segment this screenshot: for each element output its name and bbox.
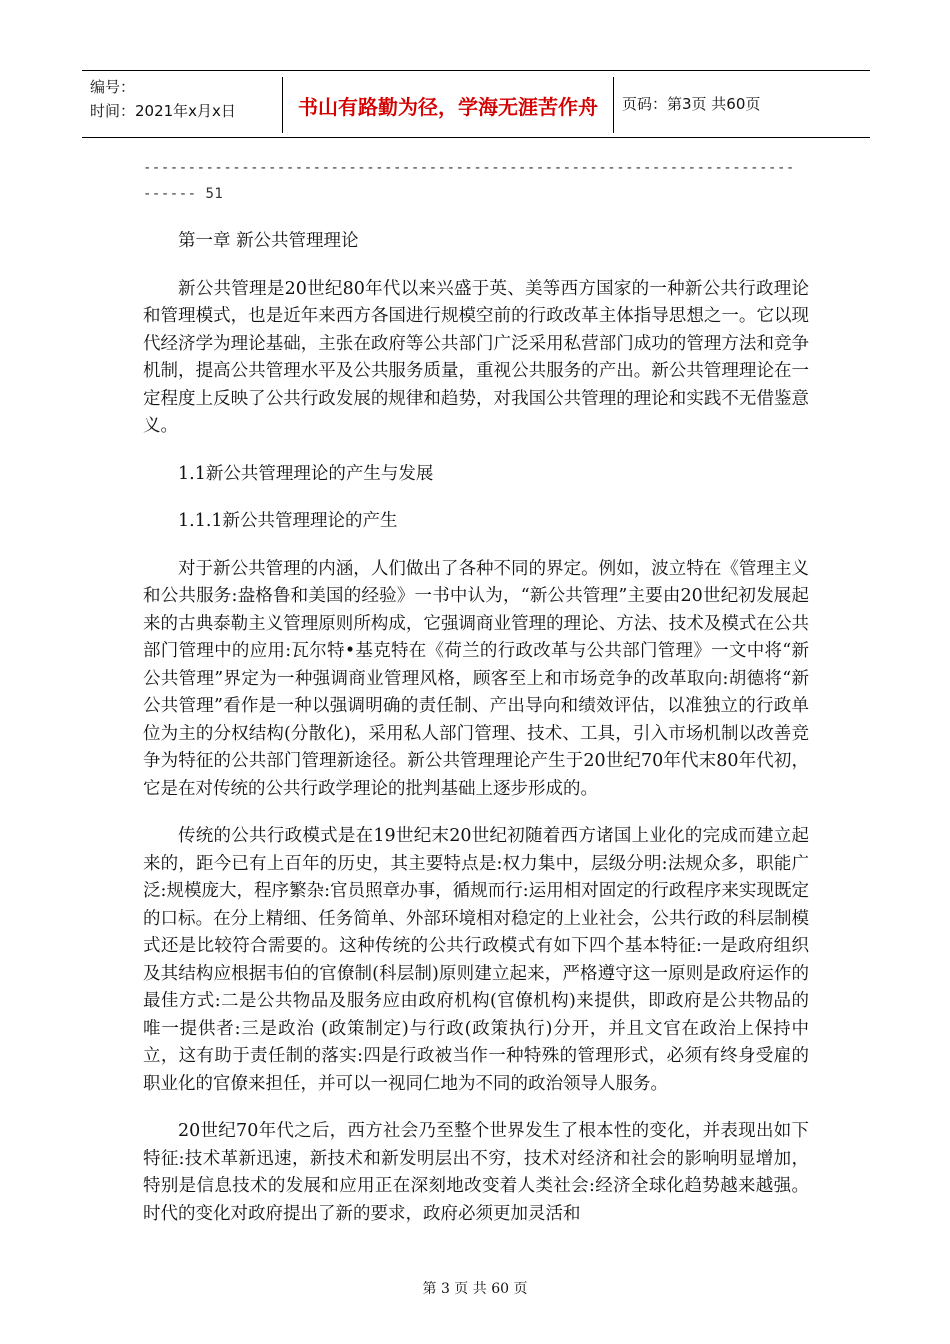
paragraph-1: 新公共管理是20世纪80年代以来兴盛于英、美等西方国家的一种新公共行政理论和管理模式，也是近年来西方各国进行规模空前的行政改革主体指导思想之一。它以现代经济学为理论基础，主张在政府等公共部门广泛采用私营部门成功的管理方法和竞争机制，提高公共管理水平及公共服务质量，重视公共服务的产出。新公共管理理论在一定程度上反映了公共行政发展的规律和趋势，对我国公共管理的理论和实践不无借鉴意义。 xyxy=(143,278,809,436)
document-body xyxy=(143,228,809,1248)
paragraph-2: 对于新公共管理的内涵，人们做出了各种不同的界定。例如，波立特在《管理主义和公共服务:盎格鲁和美国的经验》一书中认为，“新公共管理”主要由20世纪初发展起来的古典泰勒主义管理原则所构成，它强调商业管理的理论、方法、技术及模式在公共部门管理中的应用:瓦尔特•基克特在《荷兰的行政改革与公共部门管理》一文中将“新公共管理”界定为一种强调商业管理风格，顾客至上和市场竞争的改革取向:胡德将“新公共管理”看作是一种以强调明确的责任制、产出导向和绩效评估，以准独立的行政单位为主的分权结构(分散化)，采用私人部门管理、技术、工具，引入市场机制以改善竞争为特征的公共部门管理新途径。新公共管理理论产生于20世纪70年代末80年代初，它是在对传统的公共行政学理论的批判基础上逐步形成的。 xyxy=(143,558,809,799)
toc-dash-line-1: ------------------------------------------------------------------------- xyxy=(143,160,795,176)
toc-dash-line-2: ------ 51 xyxy=(143,186,224,202)
chapter-title: 第一章 新公共管理理论 xyxy=(178,231,359,251)
header-page-info: 页码：第3页 共60页 xyxy=(622,95,761,113)
paragraph-3: 传统的公共行政模式是在19世纪末20世纪初随着西方诸国上业化的完成而建立起来的，距今已有上百年的历史，其主要特点是:权力集中，层级分明:法规众多，职能广泛:规模庞大，程序繁杂:官员照章办事，循规而行:运用相对固定的行政程序来实现既定的口标。在分上精细、任务简单、外部环境相对稳定的上业社会，公共行政的科层制模式还是比较符合需要的。这种传统的公共行政模式有如下四个基本特征:一是政府组织及其结构应根据韦伯的官僚制(科层制)原则建立起来，严格遵守这一原则是政府运作的最佳方式:二是公共物品及服务应由政府机构(官僚机构)来提供，即政府是公共物品的唯一提供者:三是政治 (政策制定)与行政(政策执行)分开，并且文官在政治上保持中立，这有助于责任制的落实:四是行政被当作一种特殊的管理形式，必须有终身受雇的职业化的官僚来担任，并可以一视同仁地为不同的政治领导人服务。 xyxy=(143,826,809,1094)
page-header xyxy=(82,70,870,138)
header-meta xyxy=(90,75,236,123)
page-footer: 第 3 页 共 60 页 xyxy=(422,1281,528,1297)
document-time-label: 时间：2021年x月x日 xyxy=(90,102,236,120)
paragraph-4: 20世纪70年代之后，西方社会乃至整个世界发生了根本性的变化，并表现出如下特征:技术革新迅速，新技术和新发明层出不穷，技术对经济和社会的影响明显增加，特别是信息技术的发展和应用正在深刻地改变着人类社会:经济全球化趋势越来越强。时代的变化对政府提出了新的要求，政府必须更加灵活和 xyxy=(143,1121,809,1224)
section-heading-1-1-1: 1.1.1新公共管理理论的产生 xyxy=(178,511,398,531)
section-heading-1-1: 1.1新公共管理理论的产生与发展 xyxy=(178,463,434,484)
document-number-label: 编号： xyxy=(90,78,136,96)
header-motto: 书山有路勤为径，学海无涯苦作舟 xyxy=(282,77,614,133)
